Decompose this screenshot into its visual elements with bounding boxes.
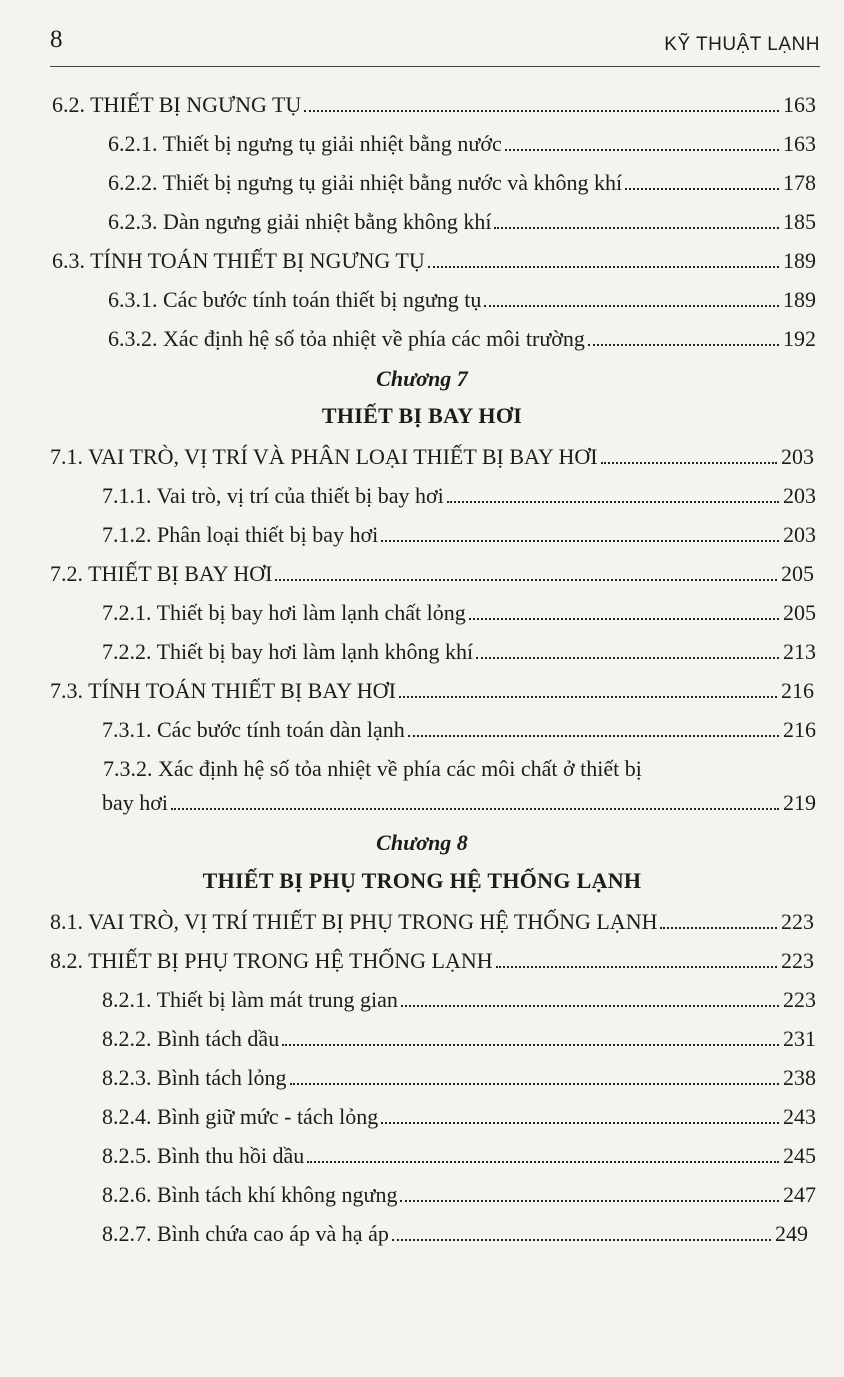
toc-entry-page: 231: [783, 1026, 816, 1051]
dot-leader: [381, 539, 779, 542]
header-rule: [50, 66, 820, 67]
toc-entry-page: 163: [783, 131, 816, 156]
toc-entry-page: 219: [783, 790, 816, 815]
toc-entry-page: 213: [783, 639, 816, 664]
toc-entry-title: 8.2.6. Bình tách khí không ngưng: [102, 1182, 398, 1207]
toc-entry: [102, 717, 816, 743]
toc-entry-title: 8.2.7. Bình chứa cao áp và hạ áp: [102, 1221, 389, 1246]
toc-entry-title: 6.2.3. Dàn ngưng giải nhiệt bằng không khí: [108, 209, 492, 234]
toc-entry-page: 189: [783, 287, 816, 312]
dot-leader: [476, 656, 779, 659]
toc-entry-title: 7.1.2. Phân loại thiết bị bay hơi: [102, 522, 379, 547]
toc-entry: [108, 326, 816, 352]
toc-entry: [50, 948, 814, 974]
toc-entry: [102, 1182, 816, 1208]
toc-entry-page: 205: [781, 561, 814, 586]
dot-leader: [381, 1121, 779, 1124]
toc-entry-page: 203: [783, 522, 816, 547]
toc-entry-title: 7.2.2. Thiết bị bay hơi làm lạnh không khí: [102, 639, 474, 664]
toc-entry: [102, 483, 816, 509]
dot-leader: [496, 965, 777, 968]
toc-entry-page: 203: [781, 444, 814, 469]
toc-entry: [102, 1065, 816, 1091]
page-number: 8: [50, 26, 63, 53]
toc-entry-page: 249: [775, 1221, 808, 1246]
toc-entry: [50, 678, 814, 704]
toc-entry-title: 8.2.4. Bình giữ mức - tách lỏng: [102, 1104, 379, 1129]
toc-entry-title: 8.2.2. Bình tách dầu: [102, 1026, 280, 1051]
chapter-label: Chương 8: [376, 830, 468, 855]
toc-entry-title: 7.1.1. Vai trò, vị trí của thiết bị bay hơi: [102, 483, 444, 508]
toc-entry: [102, 790, 816, 816]
toc-entry-page: 223: [781, 909, 814, 934]
dot-leader: [505, 148, 779, 151]
toc-entry-title-line2: bay hơi: [102, 790, 169, 815]
dot-leader: [469, 617, 779, 620]
toc-entry-title: 7.2. THIẾT BỊ BAY HƠI: [50, 561, 273, 586]
toc-entry-title: 7.3. TÍNH TOÁN THIẾT BỊ BAY HƠI: [50, 678, 396, 703]
dot-leader: [625, 187, 779, 190]
toc-entry: [108, 287, 816, 313]
chapter-title: THIẾT BỊ BAY HƠI: [321, 403, 523, 428]
toc-entry: [102, 1143, 816, 1169]
toc-entry-title: 6.3.2. Xác định hệ số tỏa nhiệt về phía các môi trường: [108, 326, 585, 351]
toc-entry-page: 223: [783, 987, 816, 1012]
toc-entry-title: 7.2.1. Thiết bị bay hơi làm lạnh chất lỏng: [102, 600, 466, 625]
toc-entry-title: 8.2.1. Thiết bị làm mát trung gian: [102, 987, 398, 1012]
toc-entry: [52, 92, 816, 118]
toc-entry-title: 6.3.1. Các bước tính toán thiết bị ngưng tụ: [108, 287, 482, 312]
toc-entry: [102, 1221, 808, 1247]
dot-leader: [484, 304, 779, 307]
toc-entry: [102, 987, 816, 1013]
dot-leader: [392, 1238, 771, 1241]
dot-leader: [494, 226, 779, 229]
toc-entry-title: 7.1. VAI TRÒ, VỊ TRÍ VÀ PHÂN LOẠI THIẾT BỊ BAY HƠI: [50, 444, 598, 469]
dot-leader: [400, 1199, 779, 1202]
toc-entry-page: 163: [783, 92, 816, 117]
toc-entry-page: 247: [783, 1182, 816, 1207]
dot-leader: [588, 343, 779, 346]
running-head-title: KỸ THUẬT LẠNH: [664, 34, 820, 55]
toc-entry: [108, 209, 816, 235]
dot-leader: [304, 109, 779, 112]
toc-entry-page: 189: [783, 248, 816, 273]
toc-entry-page: 178: [783, 170, 816, 195]
toc-entry: [108, 170, 816, 196]
toc-entry-title: 8.2.5. Bình thu hồi dầu: [102, 1143, 305, 1168]
dot-leader: [290, 1082, 779, 1085]
toc-entry-page: 238: [783, 1065, 816, 1090]
toc-entry: [102, 522, 816, 548]
toc-entry: [50, 561, 814, 587]
dot-leader: [660, 926, 777, 929]
toc-entry-title: 6.2.2. Thiết bị ngưng tụ giải nhiệt bằng nước và không khí: [108, 170, 623, 195]
toc-entry-title: 6.2.1. Thiết bị ngưng tụ giải nhiệt bằng nước: [108, 131, 502, 156]
toc-entry-page: 216: [781, 678, 814, 703]
toc-entry-title: 6.2. THIẾT BỊ NGƯNG TỤ: [52, 92, 302, 117]
toc-entry: [102, 639, 816, 665]
toc-entry-title: 8.2.3. Bình tách lỏng: [102, 1065, 287, 1090]
dot-leader: [171, 807, 779, 810]
toc-entry-page: 185: [783, 209, 816, 234]
toc-entry-page: 203: [783, 483, 816, 508]
toc-entry: [102, 600, 816, 626]
toc-entry-page: 243: [783, 1104, 816, 1129]
toc-entry: [50, 909, 814, 935]
dot-leader: [307, 1160, 779, 1163]
toc-entry-title-line1: 7.3.2. Xác định hệ số tỏa nhiệt về phía các môi chất ở thiết bị: [103, 756, 642, 781]
dot-leader: [428, 265, 779, 268]
toc-entry-title: 8.1. VAI TRÒ, VỊ TRÍ THIẾT BỊ PHỤ TRONG HỆ THỐNG LẠNH: [50, 909, 658, 934]
dot-leader: [408, 734, 779, 737]
toc-entry: [52, 248, 816, 274]
toc-entry-title: 7.3.1. Các bước tính toán dàn lạnh: [102, 717, 405, 742]
dot-leader: [275, 578, 777, 581]
toc-entry: [102, 1026, 816, 1052]
toc-entry-page: 205: [783, 600, 816, 625]
toc-entry: [50, 444, 814, 470]
dot-leader: [601, 461, 777, 464]
toc-entry: [108, 131, 816, 157]
toc-entry-title: 8.2. THIẾT BỊ PHỤ TRONG HỆ THỐNG LẠNH: [50, 948, 493, 973]
toc-entry-page: 192: [783, 326, 816, 351]
chapter-title: THIẾT BỊ PHỤ TRONG HỆ THỐNG LẠNH: [202, 868, 642, 893]
toc-entry-title: 6.3. TÍNH TOÁN THIẾT BỊ NGƯNG TỤ: [52, 248, 425, 273]
toc-entry-page: 245: [783, 1143, 816, 1168]
dot-leader: [401, 1004, 779, 1007]
toc-entry-page: 216: [783, 717, 816, 742]
dot-leader: [399, 695, 777, 698]
dot-leader: [282, 1043, 779, 1046]
toc-entry: [102, 1104, 816, 1130]
toc-entry-page: 223: [781, 948, 814, 973]
chapter-label: Chương 7: [376, 366, 468, 391]
dot-leader: [447, 500, 779, 503]
